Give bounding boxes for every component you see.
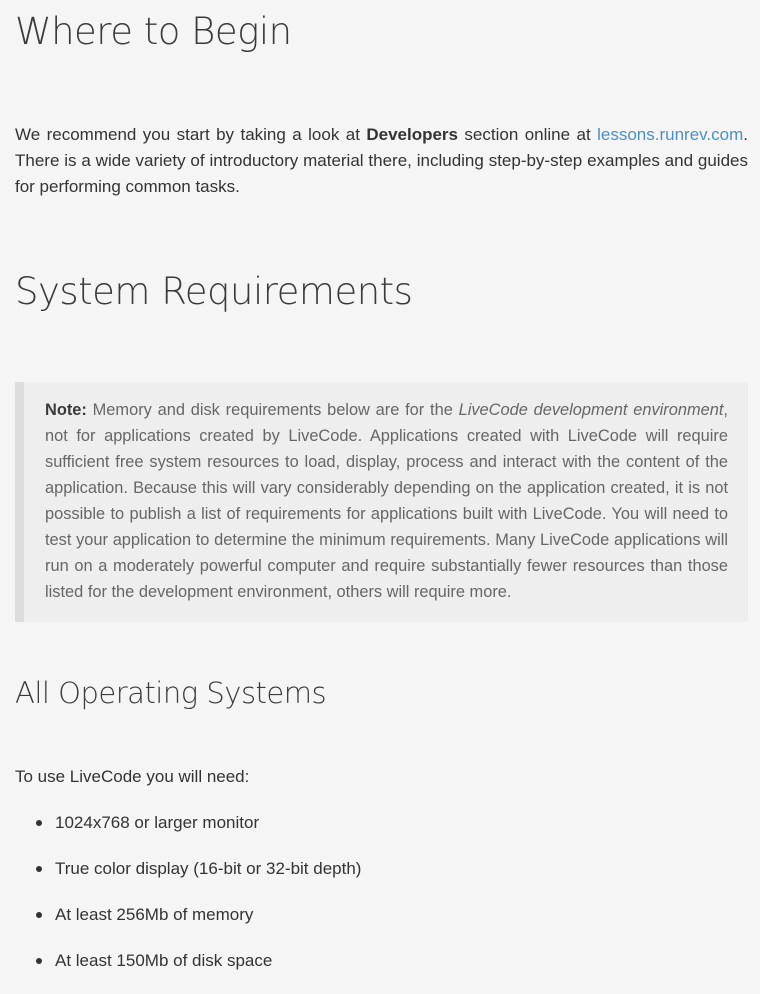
heading-system-requirements: System Requirements bbox=[15, 270, 413, 313]
note-callout bbox=[15, 382, 748, 622]
bullet-icon bbox=[36, 912, 42, 918]
bullet-icon bbox=[36, 958, 42, 964]
list-item bbox=[15, 948, 361, 994]
lessons-link[interactable]: lessons.runrev.com bbox=[597, 125, 744, 144]
requirements-intro: To use LiveCode you will need: bbox=[15, 767, 250, 786]
note-paragraph bbox=[45, 397, 728, 605]
list-item bbox=[15, 810, 361, 856]
note-lead: Note: bbox=[45, 401, 87, 419]
intro-text-after: . There is a wide variety of introductory material there, including step-by-step examples and guides for performing common tasks. bbox=[15, 125, 748, 196]
note-italic: LiveCode development environment bbox=[458, 401, 724, 419]
intro-text-middle: section online at bbox=[458, 125, 598, 144]
note-text-before: Memory and disk requirements below are for the bbox=[86, 401, 459, 419]
intro-text-before: We recommend you start by taking a look at bbox=[15, 125, 367, 144]
list-item-text: True color display (16-bit or 32-bit depth) bbox=[55, 859, 362, 878]
developers-bold: Developers bbox=[366, 125, 459, 144]
bullet-icon bbox=[36, 820, 42, 826]
bullet-icon bbox=[36, 866, 42, 872]
heading-all-operating-systems: All Operating Systems bbox=[15, 676, 327, 710]
note-text-after: , not for applications created by LiveCode. Applications created with LiveCode will require sufficient free system resources to load, display, process and interact with the content of the application. Because this will vary considerably depending on the application created, it is not possible to publish a list of requirements for applications built with LiveCode. You will need to test your application to determine the minimum requirements. Many LiveCode applications will run on a moderately powerful computer and require substantially fewer resources than those listed for the development environment, others will require more. bbox=[45, 401, 728, 601]
list-item-text: At least 256Mb of memory bbox=[55, 905, 254, 924]
list-item-text: At least 150Mb of disk space bbox=[55, 951, 273, 970]
list-item bbox=[15, 902, 361, 948]
requirements-list bbox=[15, 810, 361, 994]
list-item-text: 1024x768 or larger monitor bbox=[55, 813, 260, 832]
heading-where-to-begin: Where to Begin bbox=[15, 10, 292, 53]
list-item bbox=[15, 856, 361, 902]
intro-paragraph bbox=[15, 122, 748, 200]
